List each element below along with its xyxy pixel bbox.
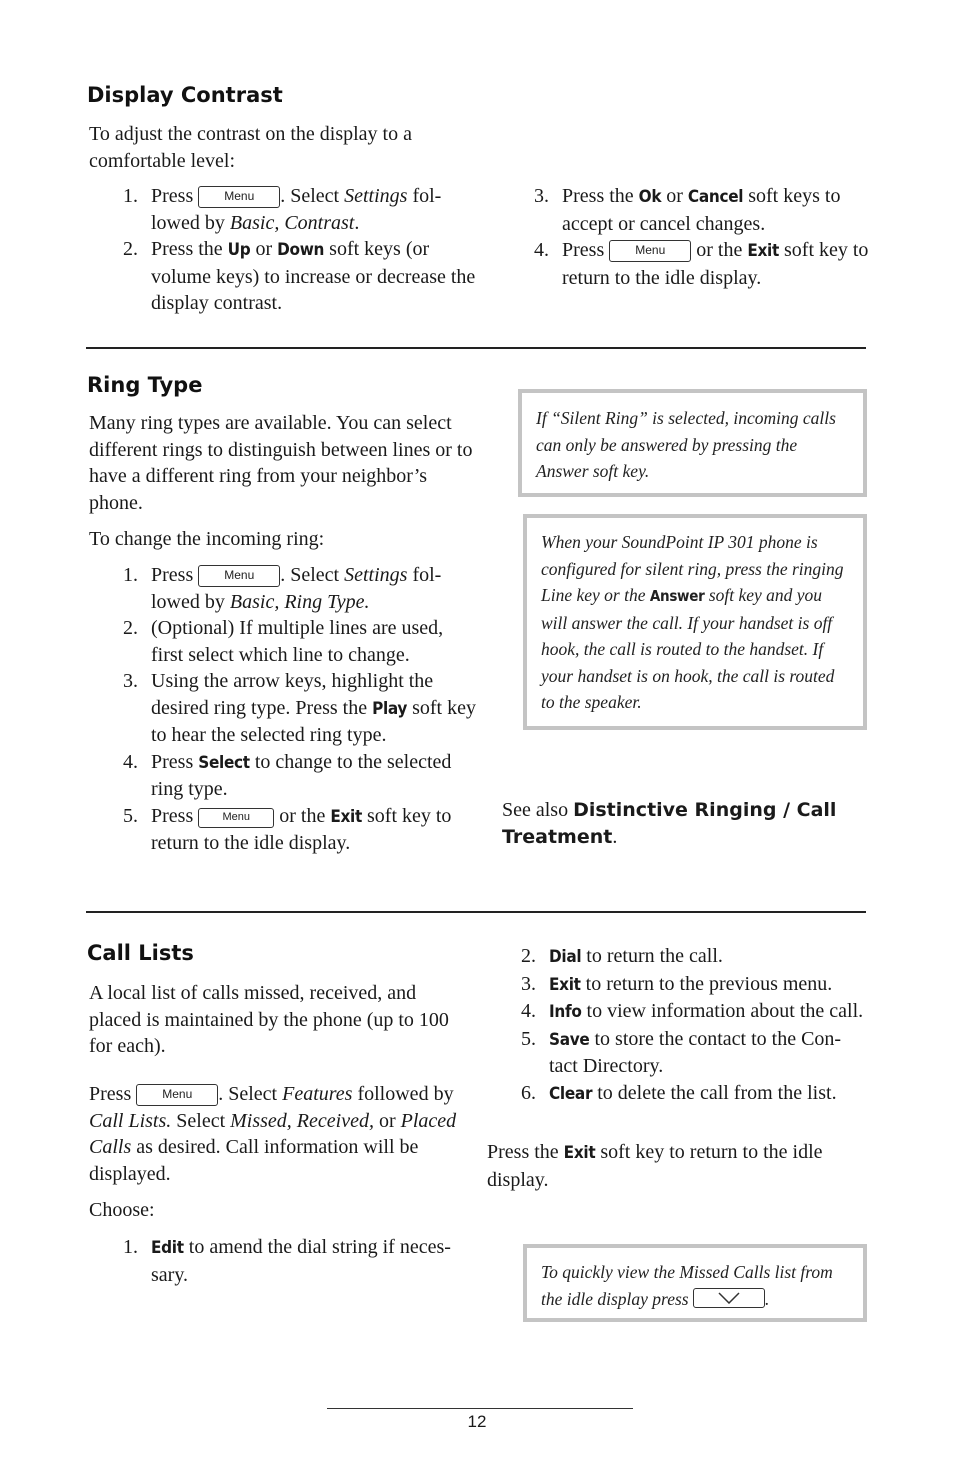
- save-soft-key: Save: [549, 1029, 590, 1050]
- call-lists-choose: Choose:: [89, 1199, 155, 1221]
- menu-key-icon: Menu: [198, 565, 280, 587]
- ring-type-step-3: 3. Using the arrow keys, highlight the desired ring type. Press the Play soft key to hear the selected ring type.: [123, 670, 476, 746]
- menu-key-icon: Menu: [609, 240, 691, 262]
- ring-type-lead: To change the incoming ring:: [89, 528, 325, 550]
- display-contrast-step-4: 4. Press Menu or the Exit soft key to return to the idle display.: [534, 239, 869, 289]
- silent-ring-note: If “Silent Ring” is selected, incoming calls can only be answered by pressing the Answer soft key.: [518, 389, 867, 497]
- exit-soft-key: Exit: [330, 806, 362, 827]
- dial-soft-key: Dial: [549, 947, 582, 967]
- distinctive-ringing-link[interactable]: Distinctive Ringing / Call Treatment: [502, 799, 837, 848]
- call-lists-steps-left: [123, 1234, 473, 1288]
- up-soft-key: Up: [227, 240, 251, 260]
- play-soft-key: Play: [372, 698, 408, 719]
- call-lists-exit-para: Press the Exit soft key to return to the idle display.: [487, 1141, 823, 1191]
- display-contrast-step-1: 1. Press Menu . Select Settings fol- lowed by Basic, Contrast.: [123, 185, 442, 234]
- page-number: 12: [467, 1412, 487, 1431]
- menu-key-icon: Menu: [198, 808, 274, 828]
- missed-calls-tip: To quickly view the Missed Calls list from the idle display press .: [523, 1244, 867, 1322]
- answer-soft-key: Answer: [649, 587, 705, 605]
- down-arrow-key-icon: [693, 1288, 765, 1308]
- ring-type-intro: Many ring types are available. You can select different rings to distinguish between lines or to have a different ring from your neighbor’s phone.: [89, 412, 473, 514]
- call-lists-step-6: 6. Clear to delete the call from the list.: [521, 1081, 837, 1104]
- ring-type-step-1: 1. Press Menu . Select Settings fol- lowed by Basic, Ring Type.: [123, 564, 442, 613]
- section-divider: [86, 911, 866, 913]
- display-contrast-steps-left: [123, 183, 478, 317]
- call-lists-intro: A local list of calls missed, received, and placed is maintained by the phone (up to 100 for each).: [89, 982, 449, 1057]
- clear-soft-key: Clear: [549, 1083, 593, 1104]
- call-lists-step-4: 4. Info to view information about the call.: [521, 1000, 864, 1022]
- cancel-soft-key: Cancel: [687, 187, 744, 207]
- display-contrast-step-2: 2. Press the Up or Down soft keys (or volume keys) to increase or decrease the display contrast.: [123, 238, 476, 314]
- exit-soft-key: Exit: [747, 241, 779, 261]
- call-lists-steps-right: [521, 943, 866, 1107]
- footer-rule: [327, 1408, 633, 1409]
- ring-type-step-4: 4. Press Select to change to the selected ring type.: [123, 750, 452, 800]
- display-contrast-intro: To adjust the contrast on the display to a comfortable level:: [89, 123, 412, 172]
- ring-type-heading: Ring Type: [87, 373, 203, 397]
- ring-type-step-2: 2. (Optional) If multiple lines are used, first select which line to change.: [123, 617, 444, 666]
- call-lists-step-1: 1. Edit to amend the dial string if neces-sary.: [123, 1236, 451, 1286]
- section-divider: [86, 347, 866, 349]
- see-also: See also Distinctive Ringing / Call Treatment.: [502, 799, 837, 848]
- silent-ring-answer-note: When your SoundPoint IP 301 phone is configured for silent ring, press the ringing Line key or the Answer soft key and you will answer the call. If your handset is off hook, the call is routed to the handset. If your handset is on hook, the call is routed to the speaker.: [523, 514, 867, 730]
- ring-type-step-5: 5. Press Menu or the Exit soft key to return to the idle display.: [123, 804, 452, 854]
- display-contrast-step-3: 3. Press the Ok or Cancel soft keys to accept or cancel changes.: [534, 185, 841, 235]
- call-lists-step-5: 5. Save to store the contact to the Con-tact Directory.: [521, 1027, 842, 1077]
- exit-soft-key: Exit: [549, 974, 581, 995]
- call-lists-heading: Call Lists: [87, 941, 194, 965]
- call-lists-press: Press Menu . Select Features followed by Call Lists. Select Missed, Received, or Placed Calls as desired. Call information will be displayed.: [89, 1083, 457, 1185]
- ok-soft-key: Ok: [638, 187, 662, 207]
- menu-key-icon: Menu: [136, 1084, 218, 1106]
- select-soft-key: Select: [198, 752, 250, 773]
- display-contrast-heading: Display Contrast: [87, 83, 283, 107]
- call-lists-step-2: 2. Dial to return the call.: [521, 945, 723, 967]
- exit-soft-key: Exit: [563, 1143, 596, 1163]
- display-contrast-steps-right: [534, 183, 869, 291]
- edit-soft-key: Edit: [151, 1238, 184, 1258]
- ring-type-steps: [123, 562, 478, 857]
- down-soft-key: Down: [277, 240, 325, 260]
- info-soft-key: Info: [549, 1002, 582, 1022]
- menu-key-icon: Menu: [198, 186, 280, 208]
- call-lists-step-3: 3. Exit to return to the previous menu.: [521, 972, 833, 995]
